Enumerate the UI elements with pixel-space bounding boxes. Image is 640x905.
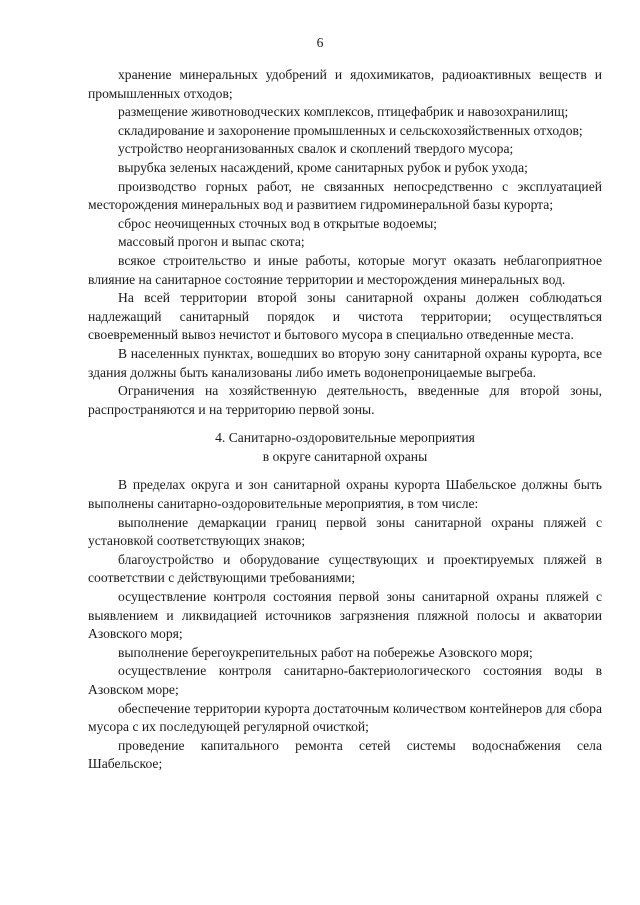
list-item: выполнение берегоукрепительных работ на побережье Азовского моря; [118,644,533,660]
document-body [88,66,602,774]
list-item: производство горных работ, не связанных непосредственно с эксплуатацией месторождения минеральных вод и развитием гидроминеральной базы курорта; [88,178,602,213]
paragraph-measures-intro: В пределах округа и зон санитарной охраны курорта Шабельское должны быть выполнены санитарно-оздоровительные мероприятия, в том числе: [88,477,602,512]
list-item: устройство неорганизованных свалок и скоплений твердого мусора; [118,141,514,157]
list-item: выполнение демаркации границ первой зоны санитарной охраны пляжей с установкой соответствующих знаков; [88,514,602,549]
section-heading-line1: 4. Санитарно-оздоровительные мероприятия [215,430,475,446]
page-number: 6 [316,35,324,50]
paragraph-sewerage: В населенных пунктах, вошедших во вторую зону санитарной охраны курорта, все здания должны быть канализованы либо иметь водонепроницаемые выгреба. [88,345,602,380]
list-item: сброс неочищенных сточных вод в открытые водоемы; [118,215,438,231]
list-item: осуществление контроля состояния первой зоны санитарной охраны пляжей с выявлением и ликвидацией источников загрязнения пляжной полосы и акватории Азовского моря; [88,589,602,642]
list-item: складирование и захоронение промышленных и сельскохозяйственных отходов; [118,122,583,138]
list-item: проведение капитального ремонта сетей системы водоснабжения села Шабельское; [88,737,602,772]
spacer [88,419,602,429]
list-item: массовый прогон и выпас скота; [118,234,305,250]
list-item: благоустройство и оборудование существующих и проектируемых пляжей в соответствии с действующими требованиями; [88,551,602,586]
list-item: вырубка зеленых насаждений, кроме санитарных рубок и рубок ухода; [118,159,528,175]
spacer [88,466,602,476]
paragraph-restrictions: Ограничения на хозяйственную деятельность, введенные для второй зоны, распространяются и на территорию первой зоны. [88,383,602,417]
list-item: всякое строительство и иные работы, которые могут оказать неблагоприятное влияние на санитарное состояние территории и месторождения минеральных вод. [88,252,602,287]
list-item: осуществление контроля санитарно-бактериологического состояния воды в Азовском море; [88,663,602,697]
list-item: обеспечение территории курорта достаточным количеством контейнеров для сбора мусора с их последующей регулярной очисткой; [88,700,602,735]
section-heading-line2: в округе санитарной охраны [262,448,428,464]
paragraph-sanitary-order: На всей территории второй зоны санитарной охраны должен соблюдаться надлежащий санитарный порядок и чистота территории; осуществляться своевременный вывоз нечистот и бытового мусора в специально отведенные места. [88,290,602,343]
list-item: хранение минеральных удобрений и ядохимикатов, радиоактивных веществ и промышленных отходов; [88,67,602,101]
list-item: размещение животноводческих комплексов, птицефабрик и навозохранилищ; [118,104,569,120]
